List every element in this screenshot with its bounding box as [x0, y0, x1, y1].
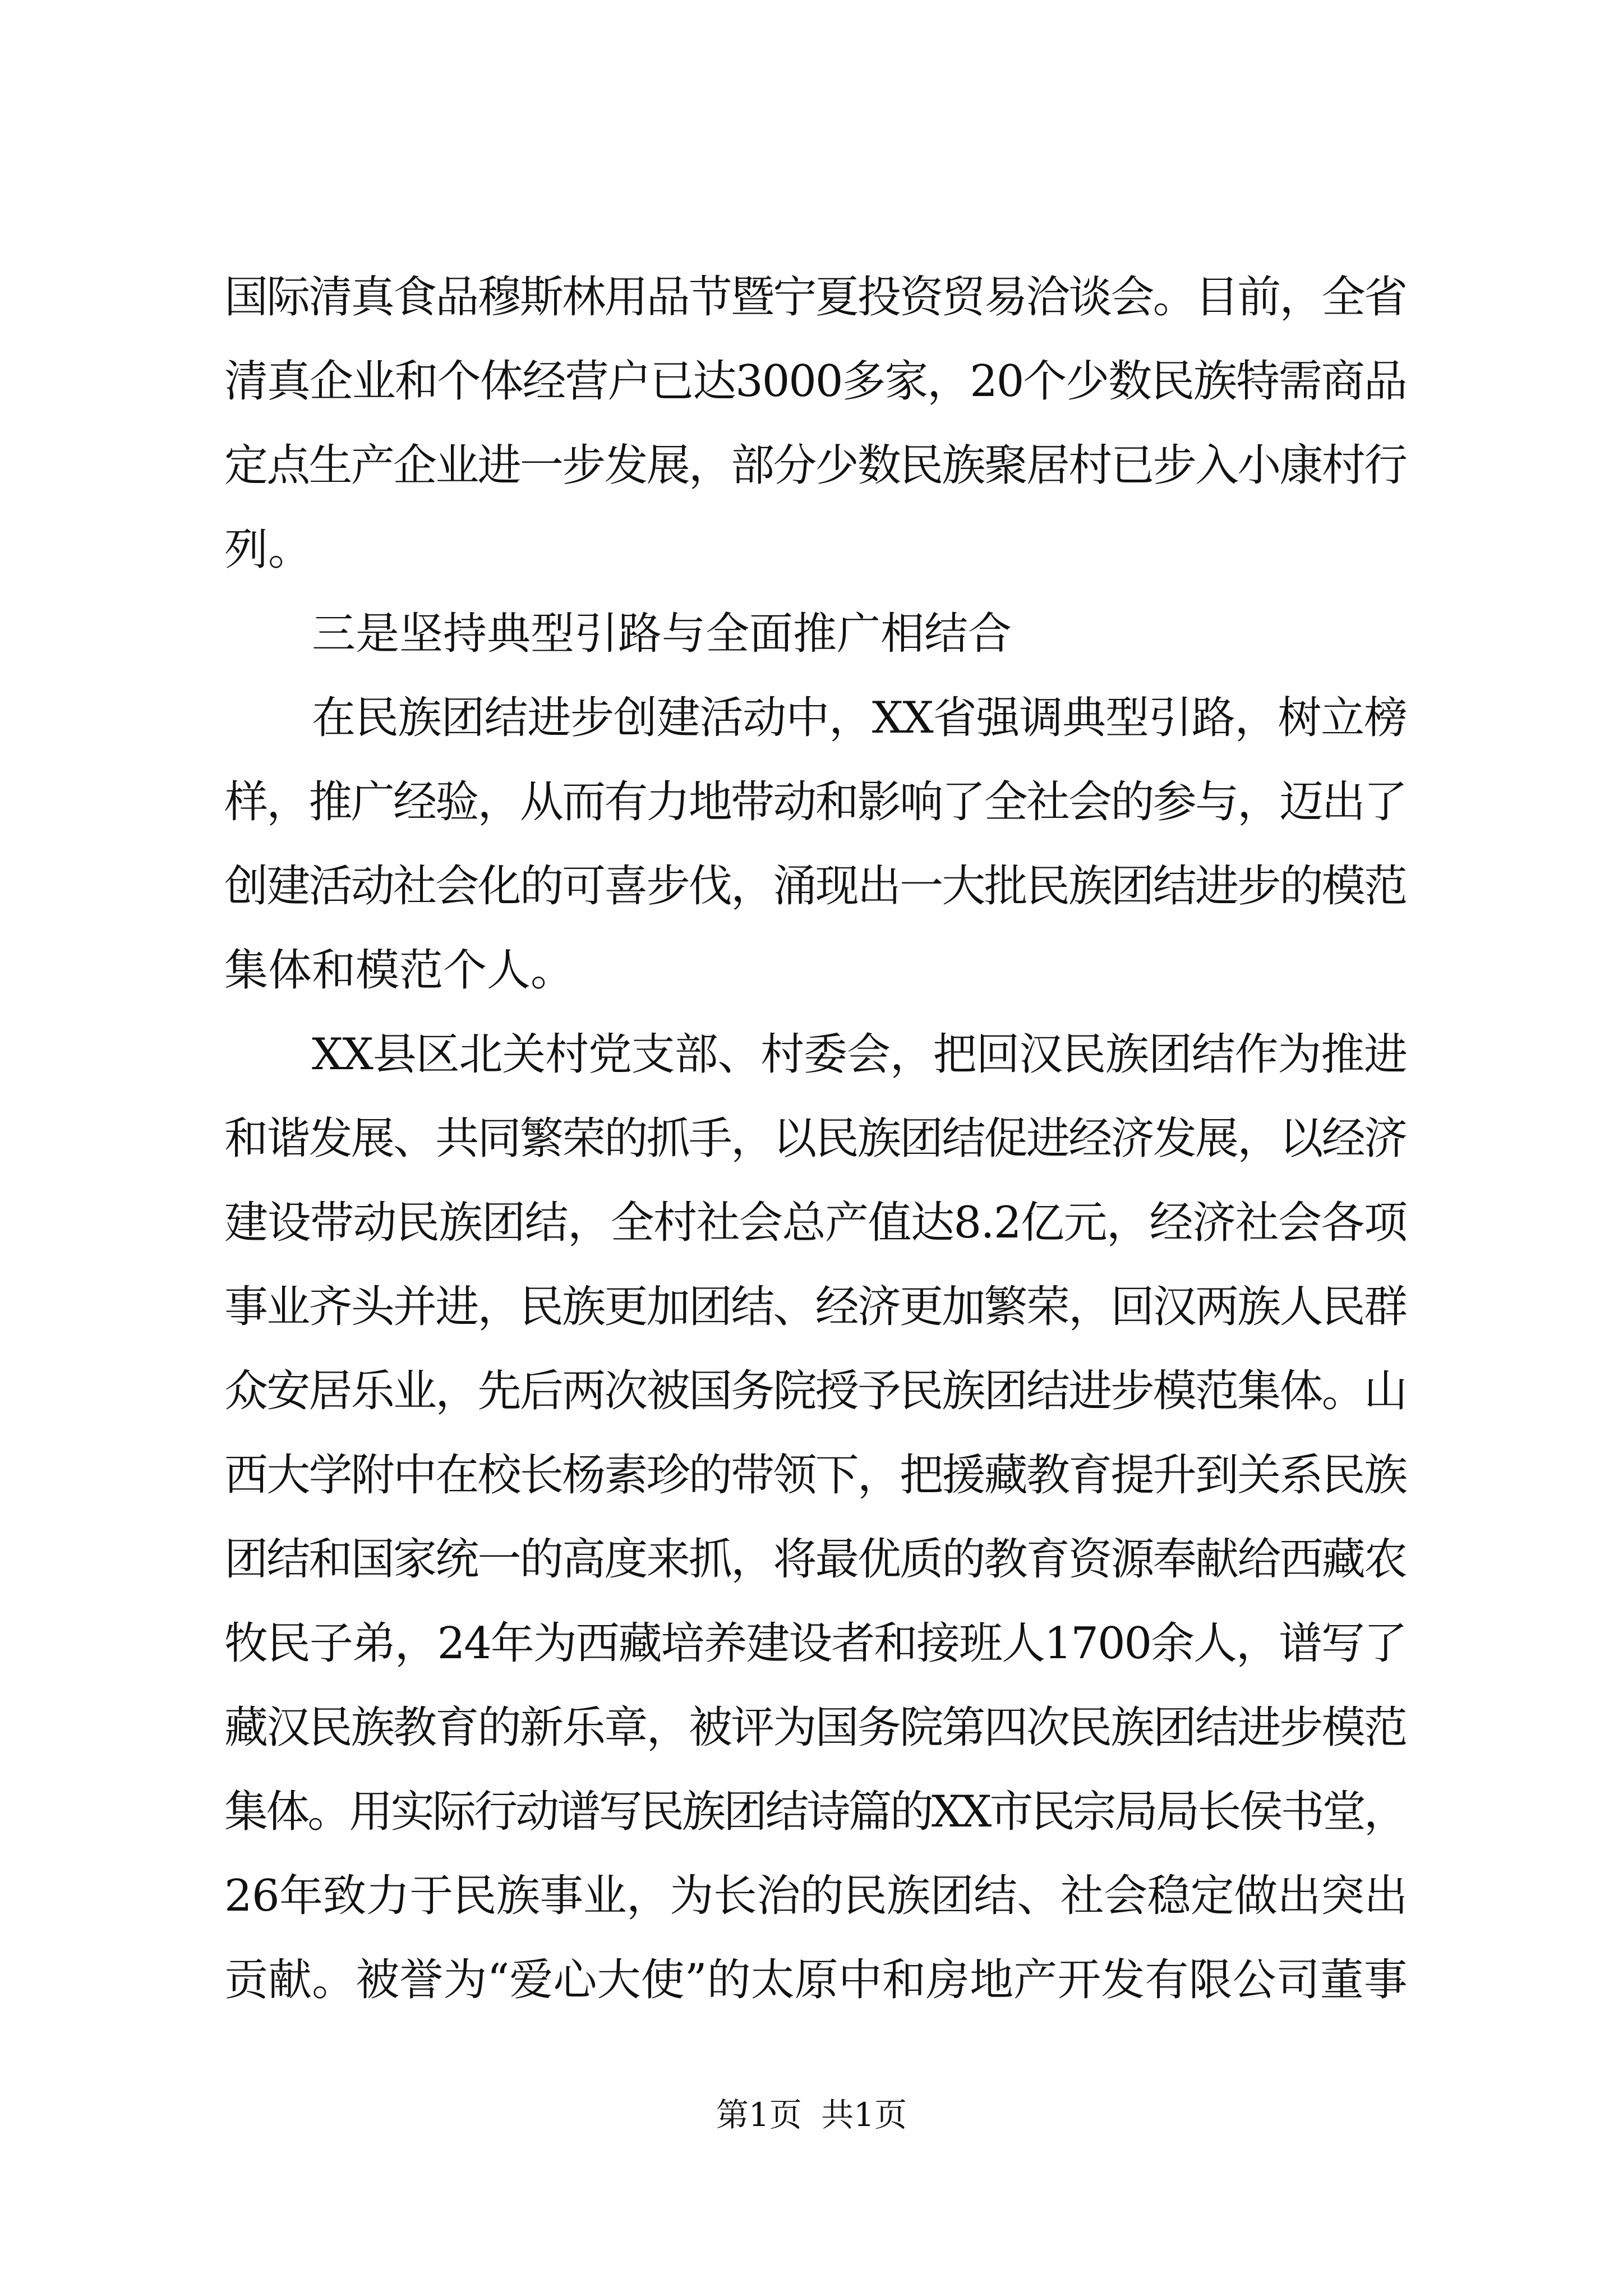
section-heading: 三是坚持典型引路与全面推广相结合 [312, 609, 1012, 659]
text-line: 众安居乐业，先后两次被国务院授予民族团结进步模范集体。山 [224, 1366, 1407, 1416]
text-line: 和谐发展、共同繁荣的抓手，以民族团结促进经济发展，以经济 [224, 1114, 1407, 1164]
text-line: 西大学附中在校长杨素珍的带领下，把援藏教育提升到关系民族 [224, 1450, 1407, 1501]
text-line: 藏汉民族教育的新乐章，被评为国务院第四次民族团结进步模范 [224, 1703, 1407, 1753]
text-line: 集体和模范个人。 [224, 945, 575, 996]
text-line: 定点生产企业进一步发展，部分少数民族聚居村已步入小康村行 [224, 440, 1407, 491]
page-number: 第1页 [716, 2096, 802, 2134]
text-line: 建设带动民族团结，全村社会总产值达8.2亿元，经济社会各项 [224, 1198, 1407, 1248]
text-line: XX县区北关村党支部、村委会，把回汉民族团结作为推进 [312, 1029, 1407, 1080]
text-line: 26年致力于民族事业，为长治的民族团结、社会稳定做出突出 [224, 1871, 1408, 1921]
text-line: 样，推广经验，从而有力地带动和影响了全社会的参与，迈出了 [224, 777, 1407, 827]
text-line: 集体。用实际行动谱写民族团结诗篇的XX市民宗局局长侯书堂， [224, 1787, 1406, 1837]
text-line: 贡献。被誉为“爱心大使”的太原中和房地产开发有限公司董事 [224, 1955, 1408, 2005]
page-footer [0, 2092, 1623, 2137]
text-line: 在民族团结进步创建活动中，XX省强调典型引路，树立榜 [312, 693, 1407, 743]
text-line: 国际清真食品穆斯林用品节暨宁夏投资贸易洽谈会。目前，全省 [224, 272, 1407, 323]
text-line: 团结和国家统一的高度来抓，将最优质的教育资源奉献给西藏农 [224, 1534, 1407, 1585]
page-total: 共1页 [821, 2096, 907, 2134]
text-line: 清真企业和个体经营户已达3000多家，20个少数民族特需商品 [224, 356, 1407, 407]
text-line: 牧民子弟，24年为西藏培养建设者和接班人1700余人，谱写了 [224, 1618, 1407, 1669]
text-line: 创建活动社会化的可喜步伐，涌现出一大批民族团结进步的模范 [224, 861, 1407, 912]
text-line: 事业齐头并进，民族更加团结、经济更加繁荣，回汉两族人民群 [224, 1282, 1407, 1332]
text-line: 列。 [224, 524, 312, 575]
